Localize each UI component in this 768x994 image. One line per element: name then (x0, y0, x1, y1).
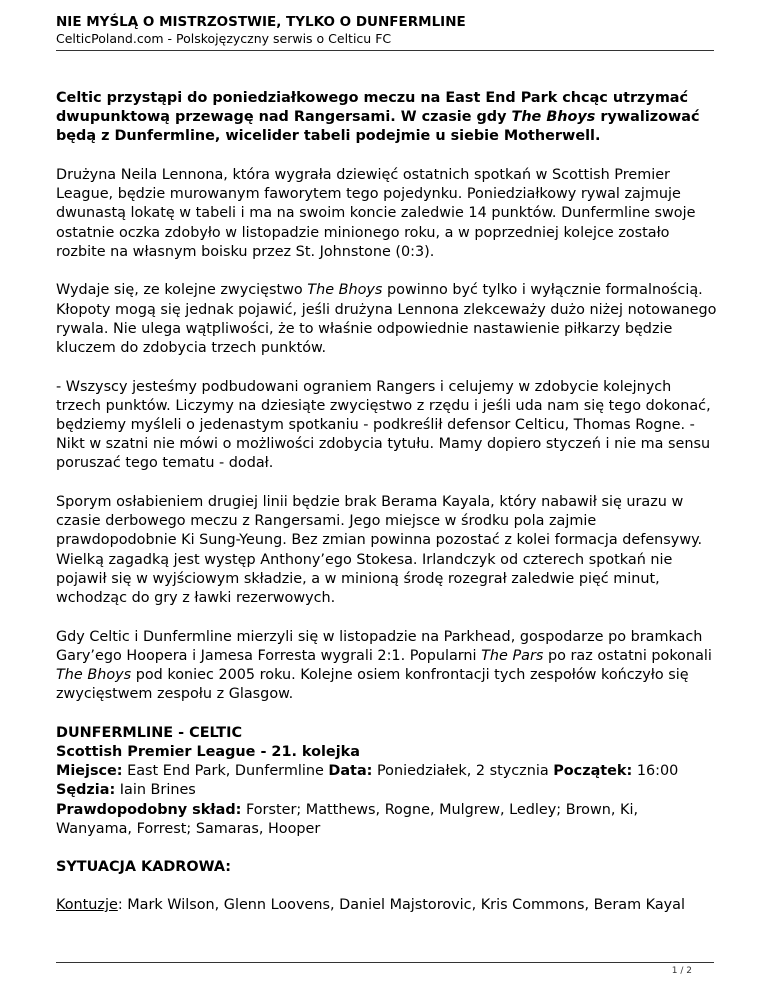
start-value: 16:00 (632, 763, 679, 780)
p2-emphasis: The Bhoys (307, 282, 383, 299)
article-body (56, 89, 718, 935)
page-header (56, 14, 714, 47)
league-round: Scottish Premier League - 21. kolejka (56, 744, 360, 761)
p2-text-2: powinno być tylko i wyłącznie formalnością. Kłopoty mogą się jednak pojawić, jeśli drużyna Lennona zlekceważy dużo niżej notowanego rywala. Nie ulega wątpliwości, że to właśnie odpowiednie nastawienie piłkarzy będzie kluczem do zdobycia trzech punktów. (56, 282, 717, 357)
lineup-value: Forster; Matthews, Rogne, Mulgrew, Ledley; Brown, Ki, Wanyama, Forrest; Samaras, Hooper (56, 801, 639, 837)
article-paragraph-1: Drużyna Neila Lennona, która wygrała dziewięć ostatnich spotkań w Scottish Premier League, będzie murowanym faworytem tego pojedynku. Poniedziałkowy rywal zajmuje dwunastą lokatę w tabeli i ma na swoim koncie zaledwie 14 punktów. Dunfermline swoje ostatnie oczka zdobyło w listopadzie minionego roku, a w poprzedniej kolejce zostało rozbite na własnym boisku przez St. Johnstone (0:3). (56, 167, 696, 260)
article-paragraph-2 (56, 281, 718, 358)
site-header-title: NIE MYŚLĄ O MISTRZOSTWIE, TYLKO O DUNFERMLINE (56, 14, 466, 30)
squad-heading: SYTUACJA KADROWA: (56, 859, 231, 876)
p5-text-3: pod koniec 2005 roku. Kolejne osiem konfrontacji tych zespołów kończyło się zwycięstwem zespołu z Glasgow. (56, 667, 689, 703)
lineup-line (56, 801, 718, 839)
site-header-subtitle: CelticPoland.com - Polskojęzyczny serwis o Celticu FC (56, 31, 392, 46)
referee-label: Sędzia: (56, 782, 116, 799)
lead-text-1: Celtic przystąpi do poniedziałkowego meczu na East End Park chcąc utrzymać dwupunktową przewagę nad Rangersami. W czasie gdy (56, 90, 689, 126)
match-title: DUNFERMLINE - CELTIC (56, 724, 243, 741)
venue-date-line (56, 762, 718, 781)
page-number: 1 / 2 (671, 966, 692, 976)
header-divider (56, 50, 714, 51)
p5-emphasis-2: The Bhoys (56, 667, 132, 684)
date-label: Data: (328, 763, 373, 780)
p5-text-2: po raz ostatni pokonali (543, 647, 712, 664)
p2-text-1: Wydaje się, ze kolejne zwycięstwo (56, 282, 308, 299)
venue-label: Miejsce: (56, 763, 123, 780)
article-paragraph-4: Sporym osłabieniem drugiej linii będzie brak Berama Kayala, który nabawił się urazu w czasie derbowego meczu z Rangersami. Jego miejsce w środku pola zajmie prawdopodobnie Ki Sung-Yeung. Bez zmian powinna pozostać z kolei formacja defensywy. Wielką zagadką jest występ Anthony’ego Stokesa. Irlandczyk od czterech spotkań nie pojawił się w wyjściowym składzie, a w minioną środę rozegrał zaledwie pięć minut, wchodząc do gry z ławki rezerwowych. (56, 494, 703, 607)
referee-line (56, 781, 718, 800)
venue-value: East End Park, Dunfermline (122, 763, 329, 780)
p5-text-1: Gdy Celtic i Dunfermline mierzyli się w listopadzie na Parkhead, gospodarze po bramkach Gary’ego Hoopera i Jamesa Forresta wygrali 2:1. Popularni (56, 628, 703, 664)
lineup-label: Prawdopodobny skład: (56, 801, 242, 818)
referee-value: Iain Brines (115, 782, 196, 799)
article-paragraph-3: - Wszyscy jesteśmy podbudowani ograniem Rangers i celujemy w zdobycie kolejnych trzech punktów. Liczymy na dziesiąte zwycięstwo z rzędu i jeśli uda nam się tego dokonać, będziemy myśleli o jedenastym spotkaniu - podkreślił defensor Celticu, Thomas Rogne. - Nikt w szatni nie mówi o możliwości zdobycia tytułu. Mamy dopiero styczeń i nie ma sensu poruszać tego tematu - dodał. (56, 378, 711, 472)
lead-text-2: rywalizować będą z Dunfermline, wicelider tabeli podejmie u siebie Motherwell. (56, 109, 700, 145)
date-value: Poniedziałek, 2 stycznia (372, 763, 554, 780)
article-paragraph-5 (56, 628, 718, 705)
article-lead (56, 89, 718, 147)
footer-divider (56, 962, 714, 963)
p5-emphasis-1: The Pars (481, 647, 544, 664)
match-facts (56, 724, 718, 839)
injuries-line (56, 896, 718, 915)
lead-emphasis: The Bhoys (511, 109, 596, 126)
injuries-value: : Mark Wilson, Glenn Loovens, Daniel Majstorovic, Kris Commons, Beram Kayal (117, 897, 685, 914)
injuries-label: Kontuzje (56, 897, 118, 914)
start-label: Początek: (553, 763, 633, 780)
